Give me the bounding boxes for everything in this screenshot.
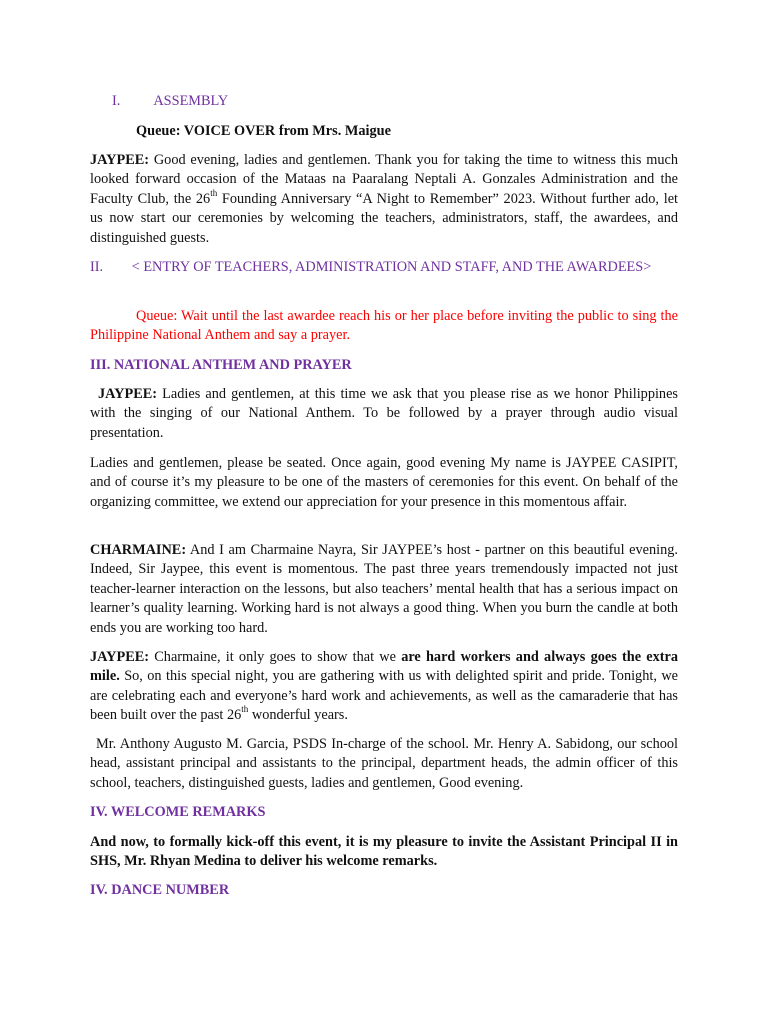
paragraph-seated: Ladies and gentlemen, please be seated. Once again, good evening My name is JAYPEE CASIPIT, and of course it’s my pleasure to be one of the masters of ceremonies for this event. On behalf of the organizing committee, we extend our appreciation for your presence in this momentous affair. bbox=[90, 455, 678, 510]
cue-voice-over: Queue: VOICE OVER from Mrs. Maigue bbox=[136, 123, 391, 139]
speaker-label: JAYPEE: bbox=[90, 152, 150, 168]
section-heading-dance: IV. DANCE NUMBER bbox=[90, 882, 230, 898]
section-heading-assembly bbox=[112, 92, 412, 111]
paragraph-charmaine: CHARMAINE: And I am Charmaine Nayra, Sir JAYPEE’s host - partner on this beautiful evening. Indeed, Sir Jaypee, this event is momentous. The past three years tremendously impacted not just teacher-learner interaction on the lessons, but also teachers’ mental health that has a serious impact on learner’s quality learning. Working hard is not always a good thing. When you burn the candle at both ends you are working too hard. bbox=[90, 542, 678, 636]
section-title: ASSEMBLY bbox=[153, 93, 229, 109]
section-number: I. bbox=[112, 93, 121, 109]
section-heading-entry: II. < ENTRY OF TEACHERS, ADMINISTRATION AND STAFF, AND THE AWARDEES> bbox=[90, 259, 652, 275]
paragraph-welcome-invite: And now, to formally kick-off this event, it is my pleasure to invite the Assistant Principal II in SHS, Mr. Rhyan Medina to deliver his welcome remarks. bbox=[90, 834, 678, 870]
cue-anthem: Queue: Wait until the last awardee reach his or her place before inviting the public to sing the Philippine National Anthem and say a prayer. bbox=[90, 308, 678, 344]
speaker-label: CHARMAINE: bbox=[90, 542, 187, 558]
section-heading-welcome: IV. WELCOME REMARKS bbox=[90, 804, 266, 820]
section-heading-anthem: III. NATIONAL ANTHEM AND PRAYER bbox=[90, 357, 352, 373]
paragraph-hard-workers: JAYPEE: Charmaine, it only goes to show that we are hard workers and always goes the extra mile. So, on this special night, you are gathering with us with delighted spirit and pride. Tonight, we are celebrating each and everyone’s hard work and achievements, as well as the camaraderie that has been built over the past 26th wonderful years. bbox=[90, 649, 678, 724]
paragraph-anthem: JAYPEE: Ladies and gentlemen, at this time we ask that you please rise as we honor Philippines with the singing of our National Anthem. To be followed by a prayer through audio visual presentation. bbox=[90, 386, 678, 441]
paragraph-acknowledgement: Mr. Anthony Augusto M. Garcia, PSDS In-charge of the school. Mr. Henry A. Sabidong, our school head, assistant principal and assistants to the principal, department heads, the admin officer of this school, teachers, distinguished guests, ladies and gentlemen, Good evening. bbox=[90, 736, 678, 791]
speaker-label: JAYPEE: bbox=[98, 386, 158, 402]
paragraph-opening: JAYPEE: Good evening, ladies and gentlemen. Thank you for taking the time to witness this much looked forward occasion of the Mataas na Paaralang Neptali A. Gonzales Administration and the Faculty Club, the 26th Founding Anniversary “A Night to Remember” 2023. Without further ado, let us now start our ceremonies by welcoming the teachers, administrators, staff, the awardees, and distinguished guests. bbox=[90, 152, 679, 246]
speaker-label: JAYPEE: bbox=[90, 649, 150, 665]
